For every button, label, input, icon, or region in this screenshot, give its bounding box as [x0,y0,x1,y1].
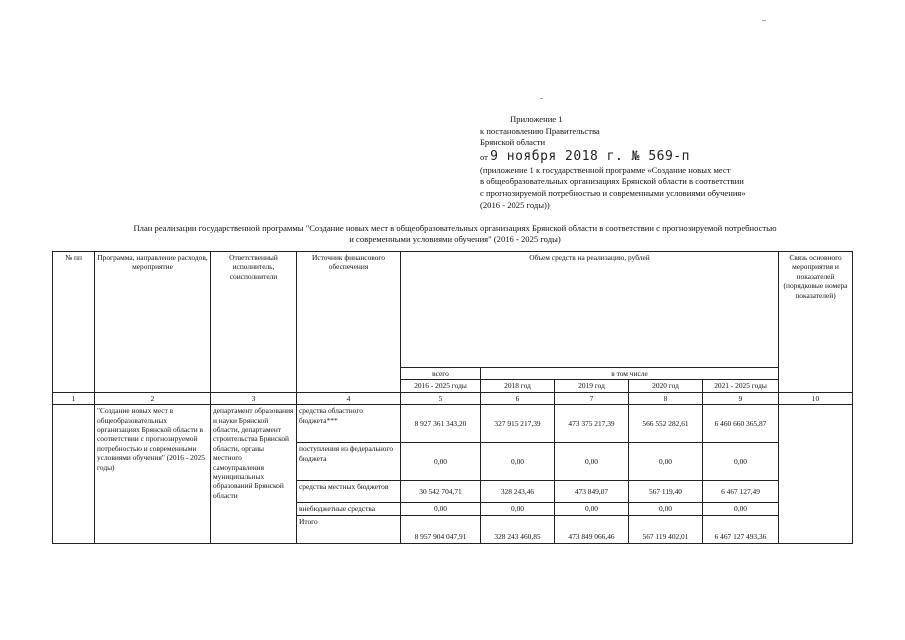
header-line: в общеобразовательных организациях Брянской области в соответствии [480,176,744,187]
indicator-link [779,405,853,543]
value-2018: 327 915 217,39 [481,405,555,443]
header-line: с прогнозируемой потребностью и современными условиями обучения» [480,187,746,198]
column-number: 5 [401,392,481,404]
title-line-1: План реализации государственной программы "Создание новых мест в общеобразовательных организациях Брянской области в соответствии с прогнозируемой потребностью [133,223,777,233]
source-name: внебюджетные средства [297,503,401,515]
scan-speck [762,20,766,21]
value-2018: 0,00 [481,443,555,481]
header-period-total: 2016 - 2025 годы [401,380,481,392]
value-2020: 0,00 [629,503,703,515]
header-responsible: Ответственный исполнитель, соисполнители [211,252,297,393]
value-total: 8 957 904 047,91 [401,515,481,543]
value-2019: 473 849 066,46 [555,515,629,543]
header-num: № пп [53,252,95,393]
header-link: Связь основного мероприятия и показателей (порядковые номера показателей) [779,252,853,393]
value-2020: 567 119,40 [629,481,703,503]
value-2018: 328 243 460,85 [481,515,555,543]
source-name: средства областного бюджета*** [297,405,401,443]
value-2021-2025: 0,00 [703,503,779,515]
handwritten-date: 9 ноября 2018 г. № 569-п [490,148,690,164]
column-number: 3 [211,392,297,404]
header-line: Брянской области [480,137,546,148]
header-year-2020: 2020 год [629,380,703,392]
column-number: 6 [481,392,555,404]
column-number: 7 [555,392,629,404]
appendix-header [480,114,800,211]
value-total: 8 927 361 343,20 [401,405,481,443]
source-name: средства местных бюджетов [297,481,401,503]
implementation-plan-table [52,251,853,544]
value-2019: 0,00 [555,503,629,515]
header-line: (2016 - 2025 годы)) [480,199,550,210]
value-2021-2025: 6 467 127,49 [703,481,779,503]
value-2019: 473 849,07 [555,481,629,503]
header-sources: Источник финансового обеспечения [297,252,401,393]
header-line: (приложение 1 к государственной программе «Создание новых мест [480,164,731,175]
column-number: 1 [53,392,95,404]
column-number: 8 [629,392,703,404]
value-2020: 0,00 [629,443,703,481]
header-total: всего [401,368,481,380]
value-2020: 567 119 402,01 [629,515,703,543]
column-number: 2 [95,392,211,404]
source-name: поступления из федерального бюджета [297,443,401,481]
value-total: 30 542 704,71 [401,481,481,503]
header-program: Программа, направление расходов, мероприятие [95,252,211,393]
value-total: 0,00 [401,503,481,515]
column-numbers-row [53,392,853,404]
header-line: Приложение 1 [510,114,563,124]
value-2021-2025: 6 460 660 365,87 [703,405,779,443]
scan-speck [540,98,543,99]
header-volume: Объем средств на реализацию, рублей [401,252,779,368]
column-number: 4 [297,392,401,404]
source-name: Итого [297,515,401,543]
value-2018: 328 243,46 [481,481,555,503]
document-title [60,223,850,245]
value-total: 0,00 [401,443,481,481]
date-prefix: от [480,151,488,162]
value-2019: 0,00 [555,443,629,481]
table-header-row [53,252,853,368]
title-line-2: и современными условиями обучения" (2016 - 2025 годы) [349,234,561,244]
column-number: 10 [779,392,853,404]
value-2020: 566 552 282,61 [629,405,703,443]
column-number: 9 [703,392,779,404]
header-including: в том числе [481,368,779,380]
header-year-2021-2025: 2021 - 2025 годы [703,380,779,392]
row-number [53,405,95,543]
value-2021-2025: 0,00 [703,443,779,481]
header-year-2018: 2018 год [481,380,555,392]
header-line: к постановлению Правительства [480,125,600,136]
program-name: "Создание новых мест в общеобразовательных организациях Брянской области в соответствии с прогнозируемой потребностью и современными условиями обучения" (2016 - 2025 годы) [95,405,211,543]
decree-date-line [480,149,800,165]
value-2021-2025: 6 467 127 493,36 [703,515,779,543]
responsible-executors: департамент образования и науки Брянской области, департамент строительства Брянской области, органы местного самоуправления муниципальных образований Брянской области [211,405,297,543]
value-2018: 0,00 [481,503,555,515]
table-row [53,405,853,443]
value-2019: 473 375 217,39 [555,405,629,443]
header-year-2019: 2019 год [555,380,629,392]
